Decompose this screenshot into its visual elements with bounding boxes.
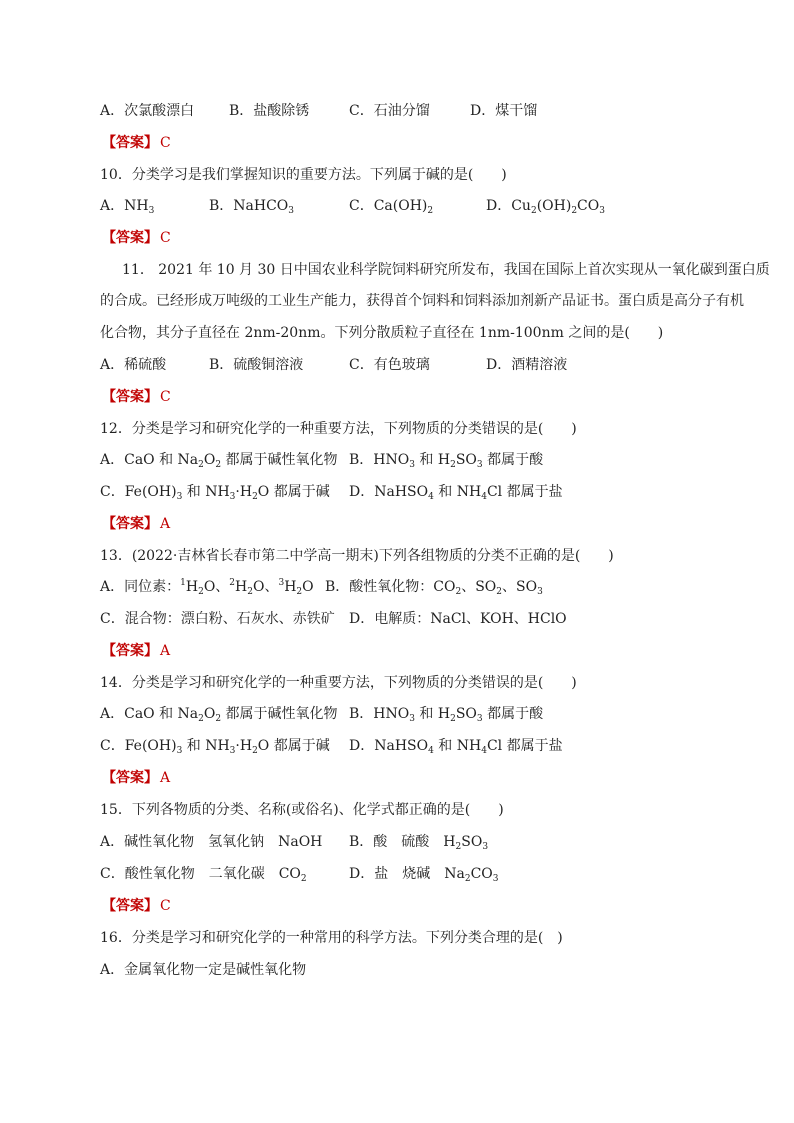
q11-stem-line3: 化合物，其分子直径在 2nm-20nm。下列分散质粒子直径在 1nm-100nm 之间的是( ) xyxy=(100,325,664,341)
q15-option-d: D．盐 烧碱 $Na_2CO_3$ xyxy=(349,866,499,884)
q14-option-b: B．$HNO_3$ 和 $H_2SO_3$ 都属于酸 xyxy=(349,706,544,724)
q13-option-b: B．酸性氧化物：$CO_2$、$SO_2$、$SO_3$ xyxy=(325,579,543,597)
q15-option-b: B．酸 硫酸 $H_2SO_3$ xyxy=(349,834,489,852)
q11-option-c: C．有色玻璃 xyxy=(349,357,430,373)
q13-option-d: D．电解质：NaCl、KOH、HClO xyxy=(349,611,567,627)
q10-answer: 【答案】 C xyxy=(102,230,171,246)
q13-option-a: A．同位素：$^1H_2O$、$^2H_2O$、$^3H_2O$ xyxy=(100,578,314,597)
q10-option-d: D．$Cu_2(OH)_2CO_3$ xyxy=(486,198,605,216)
q10-option-c: C．$Ca(OH)_2$ xyxy=(349,198,434,216)
q12-option-a: A．CaO 和 $Na_2O_2$ 都属于碱性氧化物 xyxy=(100,452,338,470)
q12-answer: 【答案】 A xyxy=(102,516,171,532)
q13-option-c: C．混合物：漂白粉、石灰水、赤铁矿 xyxy=(100,611,335,627)
q10-stem: 10．分类学习是我们掌握知识的重要方法。下列属于碱的是( ) xyxy=(100,167,507,183)
q16-stem: 16．分类是学习和研究化学的一种常用的科学方法。下列分类合理的是( ) xyxy=(100,930,563,946)
q12-option-c: C．$Fe(OH)_3$ 和 $NH_3\cdot H_2O$ 都属于碱 xyxy=(100,484,330,502)
q15-option-c: C．酸性氧化物 二氧化碳 $CO_2$ xyxy=(100,866,307,884)
q16-option-a: A．金属氧化物一定是碱性氧化物 xyxy=(100,962,307,978)
q14-stem: 14．分类是学习和研究化学的一种重要方法，下列物质的分类错误的是( ) xyxy=(100,675,577,691)
q11-stem-line1: 11． 2021 年 10 月 30 日中国农业科学院饲料研究所发布，我国在国际上首次实现从一氧化碳到蛋白质 xyxy=(122,262,770,278)
q14-answer: 【答案】 A xyxy=(102,770,171,786)
q15-stem: 15．下列各物质的分类、名称(或俗名)、化学式都正确的是( ) xyxy=(100,802,504,818)
q9-option-d: D．煤干馏 xyxy=(470,103,538,119)
q15-option-a: A．碱性氧化物 氢氧化钠 NaOH xyxy=(100,834,323,850)
q9-option-b: B．盐酸除锈 xyxy=(229,103,310,119)
q13-answer: 【答案】 A xyxy=(102,643,171,659)
q14-option-c: C．$Fe(OH)_3$ 和 $NH_3\cdot H_2O$ 都属于碱 xyxy=(100,738,330,756)
q10-option-a: A．$NH_3$ xyxy=(100,198,155,216)
q12-stem: 12．分类是学习和研究化学的一种重要方法，下列物质的分类错误的是( ) xyxy=(100,421,577,437)
q15-answer: 【答案】 C xyxy=(102,898,171,914)
q11-option-d: D．酒精溶液 xyxy=(486,357,568,373)
q11-stem-line2: 的合成。已经形成万吨级的工业生产能力，获得首个饲料和饲料添加剂新产品证书。蛋白质是高分子有机 xyxy=(100,293,744,309)
q9-answer: 【答案】 C xyxy=(102,135,171,151)
q11-option-a: A．稀硫酸 xyxy=(100,357,167,373)
q13-stem: 13．(2022·吉林省长春市第二中学高一期末)下列各组物质的分类不正确的是( ) xyxy=(100,548,614,564)
q11-option-b: B．硫酸铜溶液 xyxy=(209,357,304,373)
q10-option-b: B．NaHCO$_3$ xyxy=(209,198,295,216)
q14-option-a: A．CaO 和 $Na_2O_2$ 都属于碱性氧化物 xyxy=(100,706,338,724)
q11-answer: 【答案】 C xyxy=(102,389,171,405)
q12-option-b: B．$HNO_3$ 和 $H_2SO_3$ 都属于酸 xyxy=(349,452,544,470)
q14-option-d: D．NaHSO$_4$ 和 $NH_4Cl$ 都属于盐 xyxy=(349,738,563,756)
q9-option-a: A．次氯酸漂白 xyxy=(100,103,195,119)
q9-option-c: C．石油分馏 xyxy=(349,103,430,119)
q12-option-d: D．NaHSO$_4$ 和 $NH_4Cl$ 都属于盐 xyxy=(349,484,563,502)
